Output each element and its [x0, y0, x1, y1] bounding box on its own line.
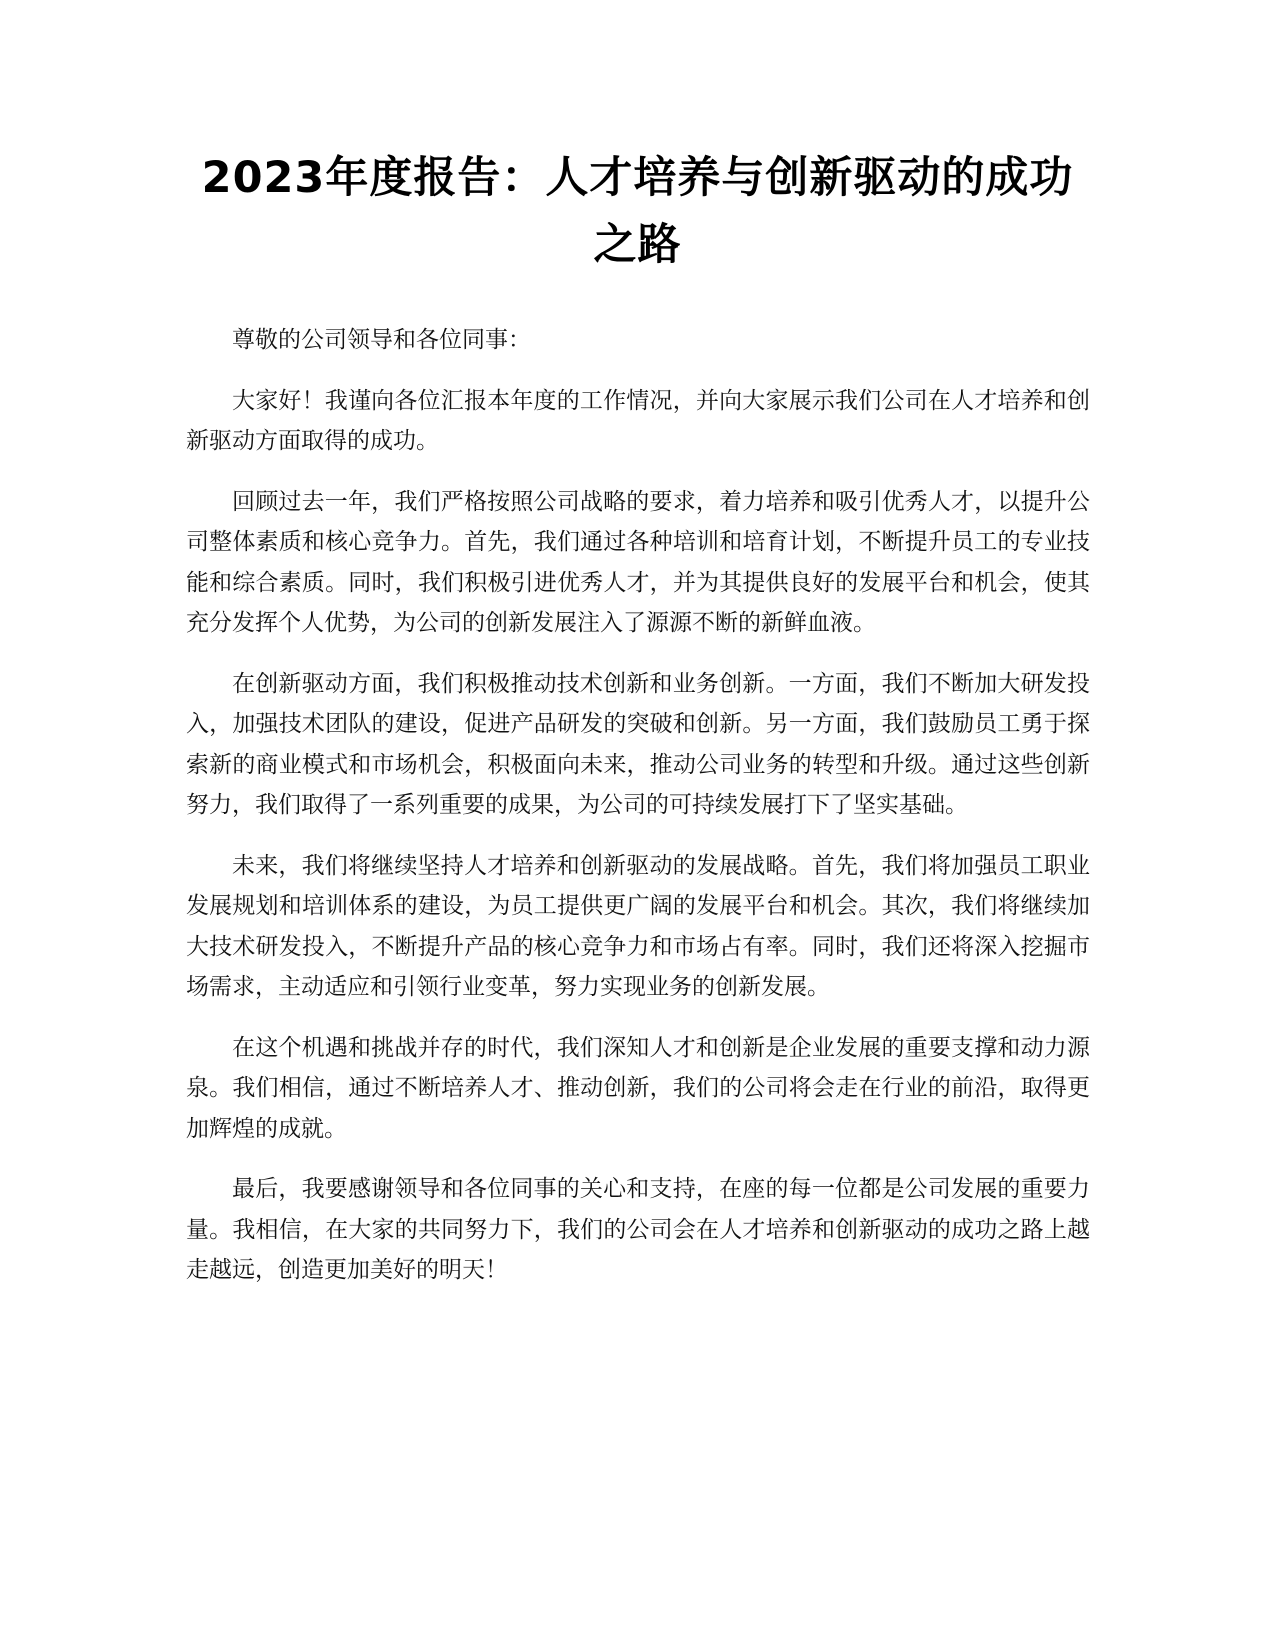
document-body: [186, 320, 1090, 1311]
document-title: 2023年度报告：人才培养与创新驱动的成功之路: [201, 153, 1074, 270]
paragraph-2: 回顾过去一年，我们严格按照公司战略的要求，着力培养和吸引优秀人才，以提升公司整体素质和核心竞争力。首先，我们通过各种培训和培育计划，不断提升员工的专业技能和综合素质。同时，我们积极引进优秀人才，并为其提供良好的发展平台和机会，使其充分发挥个人优势，为公司的创新发展注入了源源不断的新鲜血液。: [186, 488, 1090, 636]
paragraph-4: 未来，我们将继续坚持人才培养和创新驱动的发展战略。首先，我们将加强员工职业发展规划和培训体系的建设，为员工提供更广阔的发展平台和机会。其次，我们将继续加大技术研发投入，不断提升产品的核心竞争力和市场占有率。同时，我们还将深入挖掘市场需求，主动适应和引领行业变革，努力实现业务的创新发展。: [186, 852, 1090, 1000]
paragraph-3: 在创新驱动方面，我们积极推动技术创新和业务创新。一方面，我们不断加大研发投入，加强技术团队的建设，促进产品研发的突破和创新。另一方面，我们鼓励员工勇于探索新的商业模式和市场机会，积极面向未来，推动公司业务的转型和升级。通过这些创新努力，我们取得了一系列重要的成果，为公司的可持续发展打下了坚实基础。: [186, 670, 1090, 818]
paragraph-5: 在这个机遇和挑战并存的时代，我们深知人才和创新是企业发展的重要支撑和动力源泉。我们相信，通过不断培养人才、推动创新，我们的公司将会走在行业的前沿，取得更加辉煌的成就。: [186, 1034, 1090, 1142]
paragraph-6: 最后，我要感谢领导和各位同事的关心和支持，在座的每一位都是公司发展的重要力量。我相信，在大家的共同努力下，我们的公司会在人才培养和创新驱动的成功之路上越走越远，创造更加美好的明天！: [186, 1176, 1090, 1283]
paragraph-1: 大家好！我谨向各位汇报本年度的工作情况，并向大家展示我们公司在人才培养和创新驱动方面取得的成功。: [186, 387, 1090, 454]
greeting: 尊敬的公司领导和各位同事：: [232, 327, 531, 353]
